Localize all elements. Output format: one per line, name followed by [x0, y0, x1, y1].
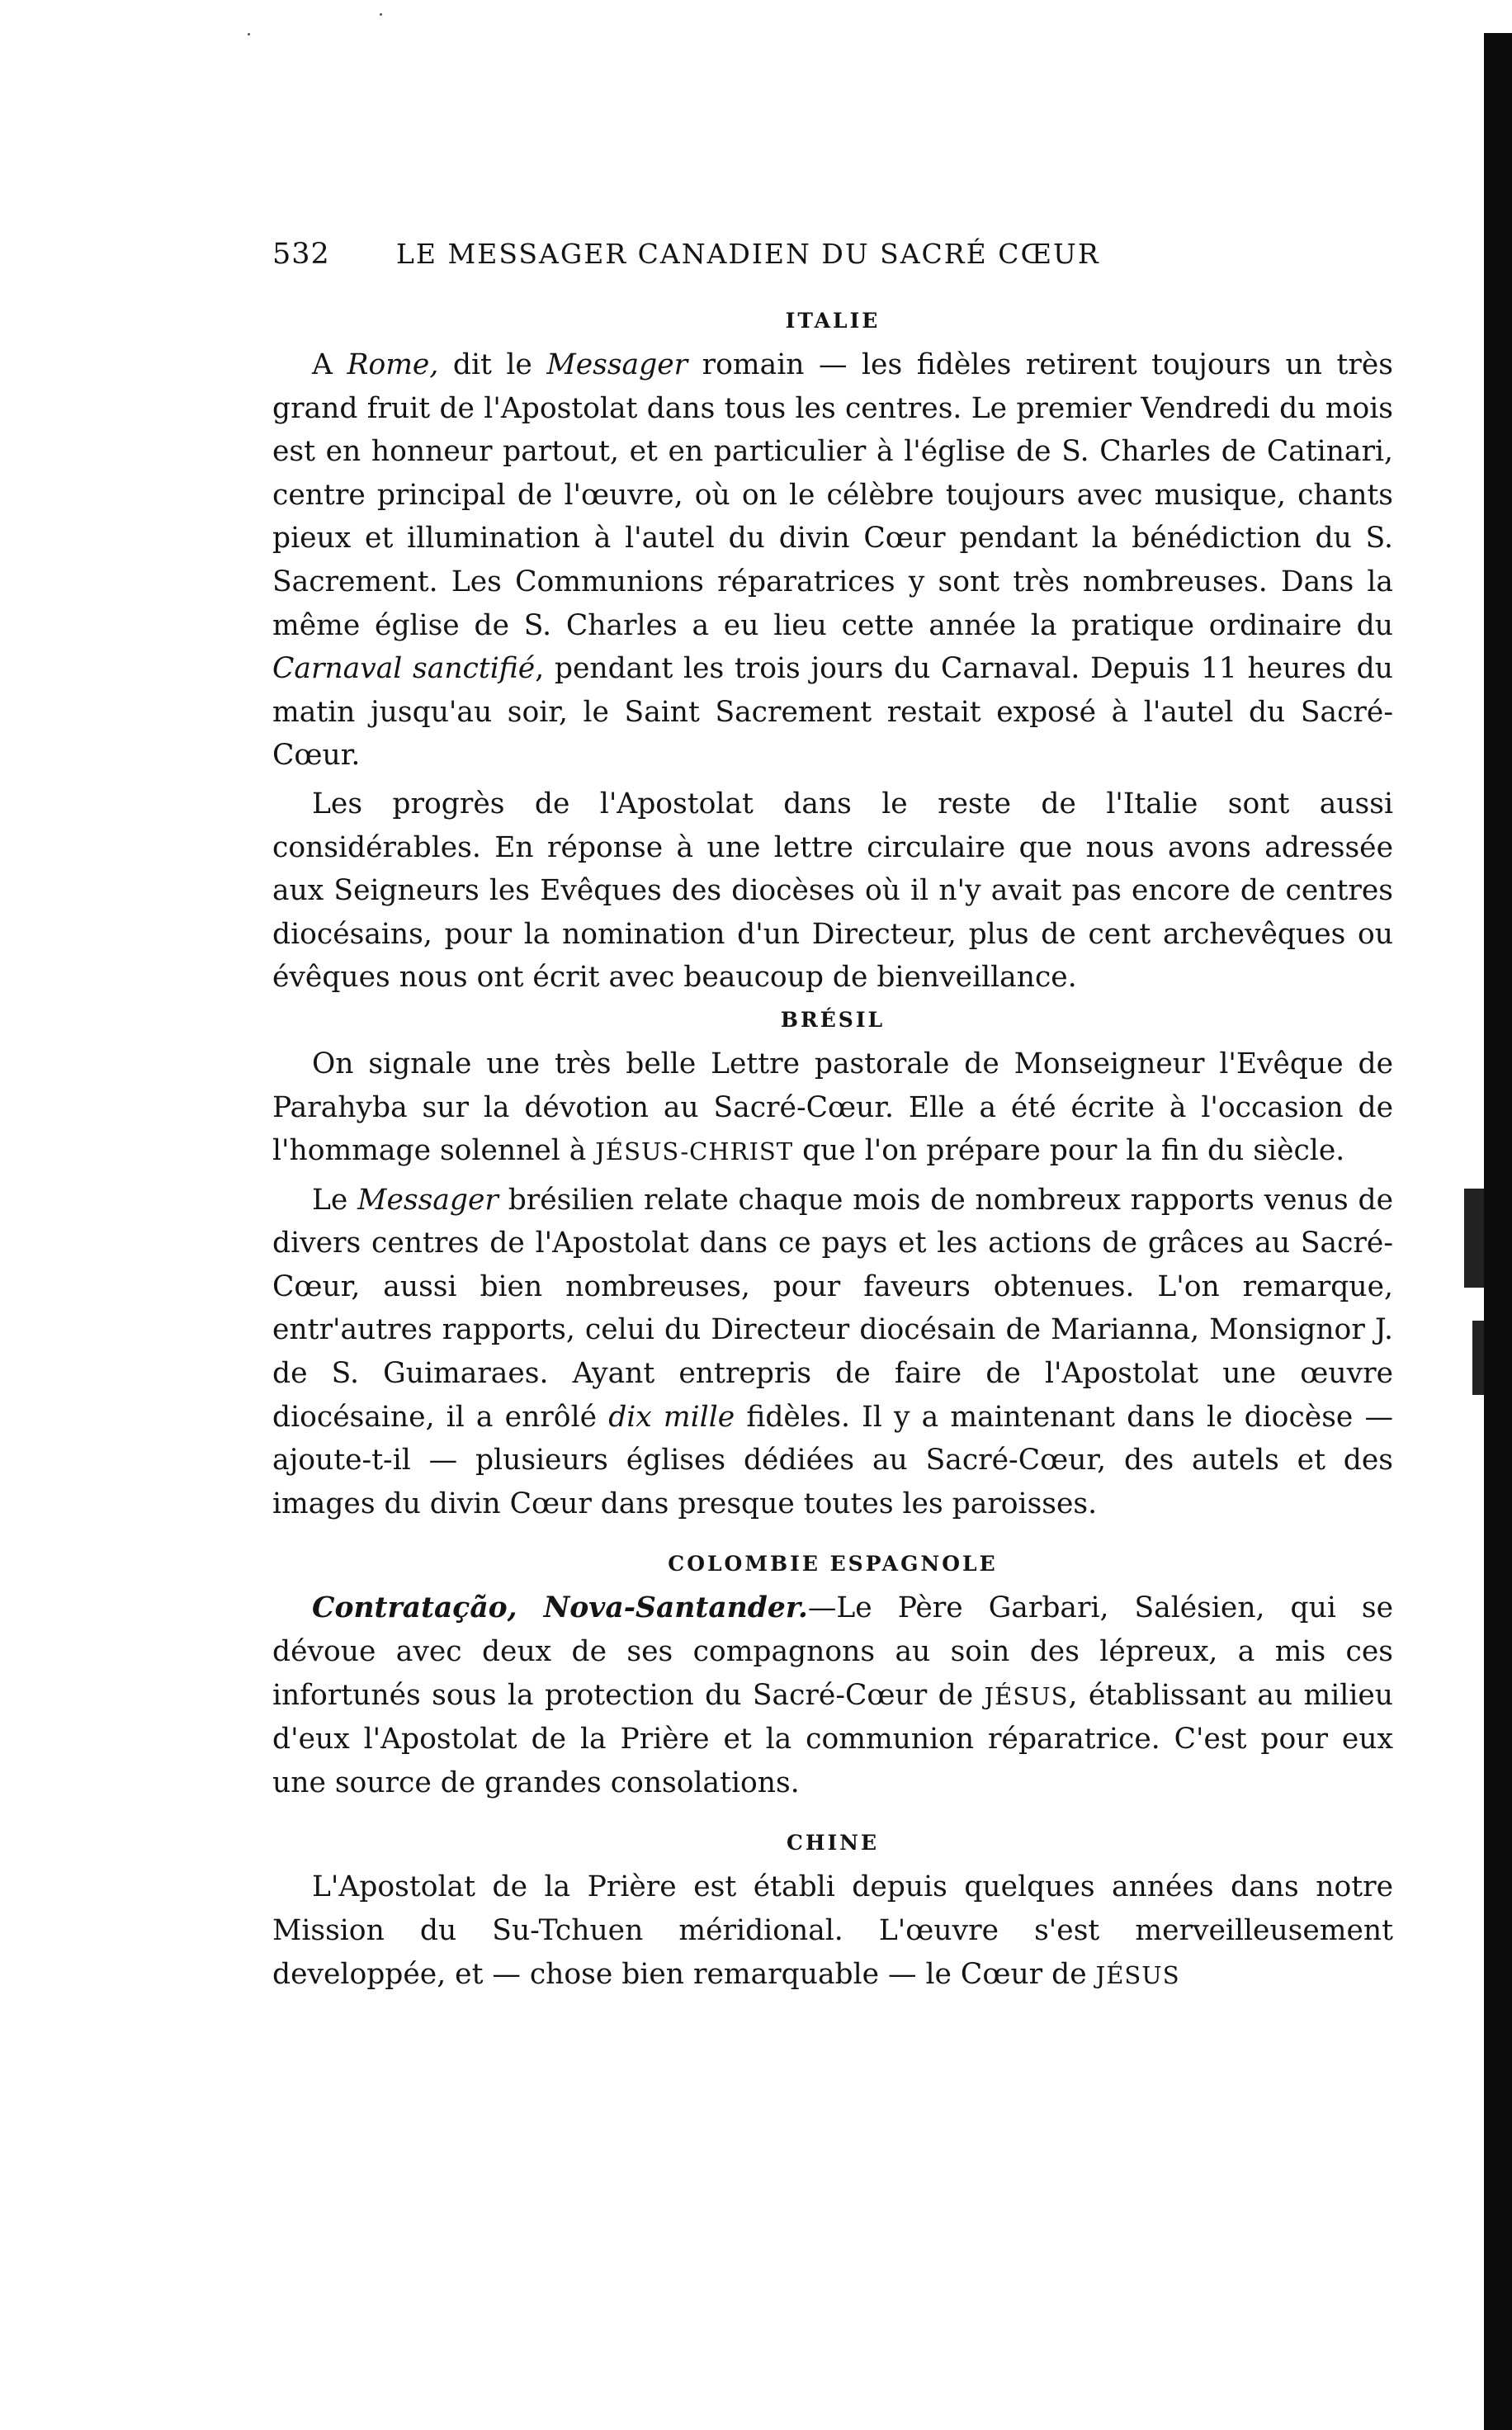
- section-heading-bresil: BRÉSIL: [780, 1007, 886, 1032]
- section-heading-italie: ITALIE: [785, 309, 881, 333]
- paragraph-bresil-2: [272, 1179, 1393, 1526]
- page-number: 532: [272, 238, 330, 271]
- text-run: que l'on prépare pour la fin du siècle.: [793, 1134, 1345, 1168]
- running-header: [272, 238, 1393, 287]
- text-run: On signale une très belle Lettre pastorale de Monseigneur l'Evêque de Parahyba sur la dévotion au Sacré-Cœur. Elle a été écrite à l'occasion de l'hommage solennel à: [272, 1047, 1393, 1168]
- paragraph-colombie-1: [272, 1586, 1393, 1804]
- paragraph-italie-1: [272, 343, 1393, 778]
- paragraph-bresil-1: [272, 1042, 1393, 1174]
- scan-edge-shadow: [1484, 33, 1512, 2430]
- text-run: dit le: [438, 348, 547, 381]
- scan-edge-shadow-inner: [1472, 1321, 1484, 1395]
- italic-run: Rome,: [347, 348, 439, 381]
- italic-run: Messager: [357, 1183, 498, 1217]
- italic-run: Contratação, Nova-Santander.: [312, 1591, 808, 1625]
- italic-run: dix mille: [608, 1400, 735, 1434]
- text-run: —Le Père Garbari, Salésien, qui se dévoue avec deux de ses compagnons au soin des lépreux, a mis ces infortunés sous la protection du Sacré-Cœur de: [272, 1591, 1394, 1712]
- page-content: [272, 238, 1393, 1997]
- scan-speck: [380, 13, 382, 16]
- text-run: , établissant au milieu d'eux l'Apostolat de la Prière et la communion réparatrice. C'est pour eux une source de grandes consolations.: [272, 1678, 1393, 1799]
- text-run: L'Apostolat de la Prière est établi depuis quelques années dans notre Mission du Su-Tchuen méridional. L'œuvre s'est merveilleusement developpée, et — chose bien remarquable — le Cœur de: [272, 1870, 1393, 1991]
- italic-run: Messager: [546, 348, 688, 381]
- scan-speck: [248, 33, 250, 35]
- text-run: Le: [312, 1183, 358, 1217]
- text-run: romain — les fidèles retirent toujours un très grand fruit de l'Apostolat dans tous les centres. Le premier Vendredi du mois est en honneur partout, et en particulier à l'église de S. Charles de Catinari, centre principal de l'œuvre, où on le célèbre toujours avec musique, chants pieux et illumination à l'autel du divin Cœur pendant la bénédiction du S. Sacrement. Les Communions réparatrices y sont très nombreuses. Dans la même église de S. Charles a eu lieu cette année la pratique ordinaire du: [272, 348, 1394, 642]
- text-run: A: [312, 348, 347, 381]
- smallcaps-run: JÉSUS: [984, 1681, 1069, 1710]
- text-run: , pendant les trois jours du Carnaval. Depuis 11 heures du matin jusqu'au soir, le Saint Sacrement restait exposé à l'autel du Sacré-Cœur.: [272, 652, 1393, 773]
- smallcaps-run: JÉSUS-CHRIST: [595, 1137, 794, 1166]
- section-heading-chine: CHINE: [786, 1831, 880, 1856]
- scan-edge-shadow-inner: [1464, 1189, 1484, 1288]
- paragraph-italie-2: Les progrès de l'Apostolat dans le reste de l'Italie sont aussi considérables. En réponse à une lettre circulaire que nous avons adressée aux Seigneurs les Evêques des diocèses où il n'y avait pas encore de centres diocésains, pour la nomination d'un Directeur, plus de cent archevêques ou évêques nous ont écrit avec beaucoup de bienveillance.: [272, 787, 1393, 995]
- section-heading-colombie: COLOMBIE ESPAGNOLE: [668, 1552, 998, 1577]
- running-title: LE MESSAGER CANADIEN DU SACRÉ CŒUR: [396, 238, 1100, 270]
- italic-run: Carnaval sanctifié: [272, 652, 536, 686]
- text-run: brésilien relate chaque mois de nombreux rapports venus de divers centres de l'Apostolat dans ce pays et les actions de grâces au Sacré-Cœur, aussi bien nombreuses, pour faveurs obtenues. L'on remarque, entr'autres rapports, celui du Directeur diocésain de Marianna, Monsignor J. de S. Guimaraes. Ayant entrepris de faire de l'Apostolat une œuvre diocésaine, il a enrôlé: [272, 1183, 1393, 1434]
- paragraph-chine-1: [272, 1865, 1393, 1997]
- text-run: fidèles. Il y a maintenant dans le diocèse — ajoute-t-il — plusieurs églises dédiées au Sacré-Cœur, des autels et des images du divin Cœur dans presque toutes les paroisses.: [272, 1400, 1393, 1520]
- smallcaps-run: JÉSUS: [1095, 1960, 1180, 1989]
